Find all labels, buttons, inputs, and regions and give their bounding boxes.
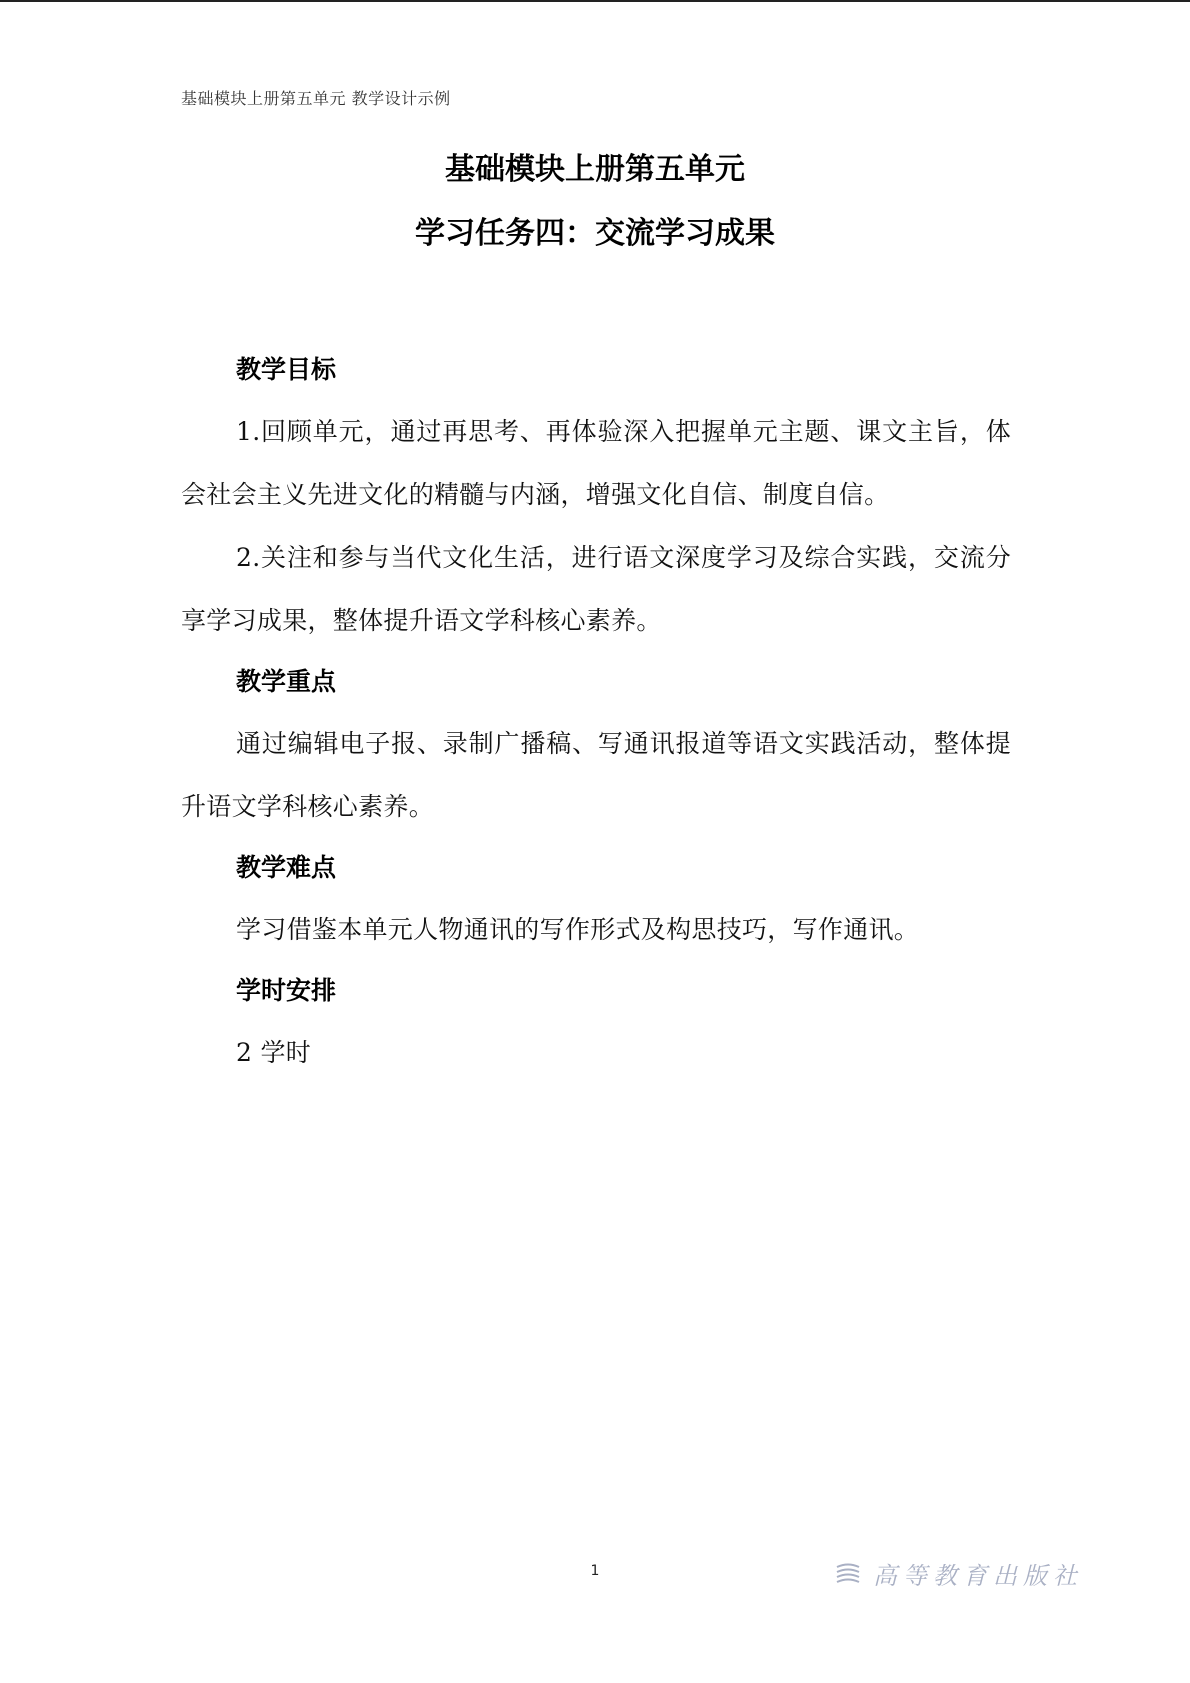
top-border-rule [0,0,1190,2]
paragraph: 学习借鉴本单元人物通讯的写作形式及构思技巧，写作通讯。 [236,915,920,944]
section-objectives [181,340,1011,652]
publisher-mark-icon [835,1562,861,1584]
title-task: 学习任务四：交流学习成果 [415,216,775,251]
running-header: 基础模块上册第五单元 教学设计示例 [181,89,451,108]
publisher-name: 高等教育出版社 [873,1561,1083,1590]
page-number: 1 [590,1563,600,1579]
document-body [181,340,1011,1084]
paragraph: 1.回顾单元，通过再思考、再体验深入把握单元主题、课文主旨，体会社会主义先进文化的精髓与内涵，增强文化自信、制度自信。 [181,417,1011,509]
section-heading: 学时安排 [236,976,337,1005]
section-heading: 教学目标 [236,355,337,384]
paragraph: 2.关注和参与当代文化生活，进行语文深度学习及综合实践，交流分享学习成果，整体提升语文学科核心素养。 [181,543,1011,635]
publisher-logo [835,1556,1083,1590]
title-unit: 基础模块上册第五单元 [445,152,745,187]
section-heading: 教学难点 [236,853,337,882]
section-key-points [181,652,1011,838]
section-heading: 教学重点 [236,667,337,696]
section-difficulties [181,838,1011,961]
paragraph: 2 学时 [236,1038,312,1067]
document-title [0,150,1190,254]
section-schedule [181,961,1011,1084]
paragraph: 通过编辑电子报、录制广播稿、写通讯报道等语文实践活动，整体提升语文学科核心素养。 [181,729,1011,821]
